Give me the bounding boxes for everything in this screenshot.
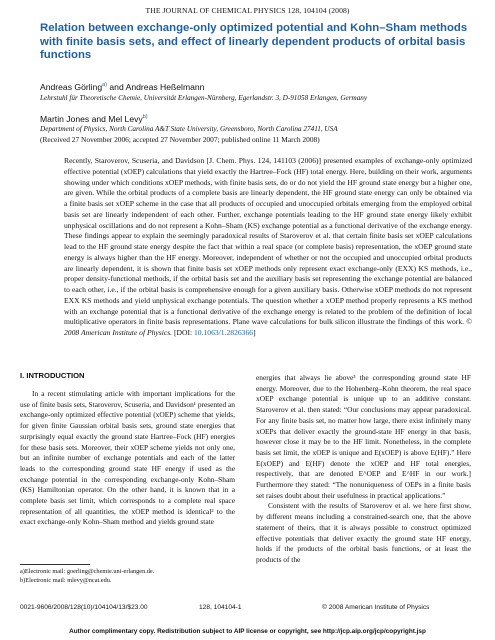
affiliation-1: Lehrstuhl für Theoretische Chemie, Universität Erlangen-Nürnberg, Egerlandstr. 3, D-91058 Erlangen, Germany [40, 94, 368, 102]
footnote-marker-b[interactable]: b) [142, 114, 148, 121]
abstract-copyright: 2008 American Institute of Physics. [64, 328, 173, 337]
affiliation-2: Department of Physics, North Carolina A&T State University, Greensboro, North Carolina 27411, USA [40, 125, 338, 133]
doi-link[interactable]: 10.1063/1.2826366 [194, 328, 254, 337]
author-name: Martin Jones and Mel Levy [40, 114, 143, 124]
author-name: Andreas Görling [40, 82, 103, 92]
abstract [64, 156, 472, 339]
doi-close: ] [253, 328, 256, 337]
footnote-marker-a[interactable]: a) [102, 82, 107, 89]
author-line-2 [40, 114, 148, 124]
intro-right-column [256, 373, 471, 596]
footer-copyright: © 2008 American Institute of Physics [322, 604, 430, 611]
journal-header: THE JOURNAL OF CHEMICAL PHYSICS 128, 104104 (2008) [145, 6, 350, 15]
abstract-text: Recently, Staroverov, Scuseria, and Davidson [J. Chem. Phys. 124, 141103 (2006)] presented examples of exchange-only optimized effective potential (xOEP) calculations that yield exactly the Hartree–Fock (HF) total energy. Here, building on their work, arguments showing under which conditions xOEP methods, with finite basis sets, do or do not yield the HF ground state energy but a higher one, are given. While the orbital products of a complete basis are linearly dependent, the HF ground state energy can only be obtained via a finite basis set xOEP scheme in the case that all products of occupied and unoccupied orbitals emerging from the employed orbital basis set are linearly independent of each other. Further, exchange potentials leading to the HF ground state energy likely exhibit unphysical oscillations and do not represent a Kohn–Sham (KS) exchange potential as a functional derivative of the exchange energy. These findings appear to explain the seemingly paradoxical results of Staroverov et al. that certain finite basis set xOEP calculations lead to the HF ground state energy despite the fact that within a real space (or complete basis) representation, the xOEP ground state energy is always higher than the HF energy. Moreover, independent of whether or not the occupied and unoccupied orbital products are linearly dependent, it is shown that finite basis set xOEP methods only represent exact exchange-only (EXX) KS methods, i.e., proper density-functional methods, if the orbital basis set and the auxiliary basis set representing the exchange potential are balanced to each other, i.e., if the orbital basis is comprehensive enough for a given auxiliary basis. Otherwise xOEP methods do not represent EXX KS methods and yield unphysical exchange potentials. The question whether a xOEP method properly represents a KS method with an exchange potential that is a functional derivative of the exchange energy is related to the problem of the definition of local multiplicative operators in finite basis representations. Plane wave calculations for bulk silicon illustrate the findings of this work. © [64, 156, 472, 327]
author-line-1 [40, 82, 204, 92]
footer-article-code: 0021-9606/2008/128(10)/104104/13/$23.00 [20, 604, 148, 611]
footnote-a: a)Electronic mail: goerling@chemie.uni-erlangen.de. [20, 568, 155, 575]
intro-left-column: In a recent stimulating article with important implications for the use of finite basis sets, Staroverov, Scuseria, and Davidson¹ presented an exchange-only optimized effective potential (xOEP) scheme that yields, for given finite Gaussian orbital basis sets, ground state energies that surprisingly equal exactly the ground state Hartree–Fock (HF) energies for these basis sets. Moreover, their xOEP scheme yields not only one, but an infinite number of exchange potentials and each of the latter leads to the corresponding ground state HF energy if used as the exchange potential in the corresponding exchange-only Kohn–Sham (KS) Hamiltonian operator. On the other hand, it is known that in a complete basis set limit, which corresponds to a complete real space representation of all quantities, the xOEP method is identical² to the exact exchange-only Kohn–Sham method and yields ground state [20, 389, 235, 527]
footnote-b: b)Electronic mail: mlevy@ncat.edu. [20, 577, 112, 584]
footer-page-number: 128, 104104-1 [199, 604, 242, 611]
article-title: Relation between exchange-only optimized potential and Kohn–Sham methods with finite basis sets, and effect of linearly dependent products of orbital basis functions [40, 22, 468, 62]
doi-label: [DOI: [172, 328, 194, 337]
section-heading: I. INTRODUCTION [20, 371, 85, 380]
footnote-divider [20, 564, 90, 565]
author-name: and Andreas Heßelmann [107, 82, 205, 92]
received-dates: (Received 27 November 2006; accepted 27 November 2007; published online 11 March 2008) [40, 135, 320, 144]
intro-paragraph: Consistent with the results of Staroverov et al. we here first show, by different means including a constrained-search one, that the above statement of theirs, that it is always possible to construct optimized effective potentials that deliver exactly the ground state HF energy, holds if the products of the orbital basis functions, or at least the products of the [256, 501, 471, 564]
intro-paragraph: energies that always lie above³ the corresponding ground state HF energy. Moreover, due to the Hohenberg–Kohn theorem, the real space xOEP exchange potential is unique up to an additive constant. Staroverov et al. then stated: “Our conclusions may appear paradoxical. For any finite basis set, no matter how large, there exist infinitely many xOEPs that deliver exactly the ground-state HF energy in that basis, however close it may be to the HF limit. Nonetheless, in the complete basis set limit, the xOEP is unique and E(xOEP) is above E(HF).” Here E(xOEP) and E(HF) denote the xOEP and HF total energies, respectively, that are denoted E^OEP and E^HF in our work.] Furthermore they stated: “The nonuniqueness of OEPs in a finite basis set raises doubt about their usefulness in practical applications.” [256, 373, 471, 500]
license-notice: Author complimentary copy. Redistribution subject to AIP license or copyright, see http://jcp.aip.org/jcp/copyright.jsp [69, 628, 426, 635]
